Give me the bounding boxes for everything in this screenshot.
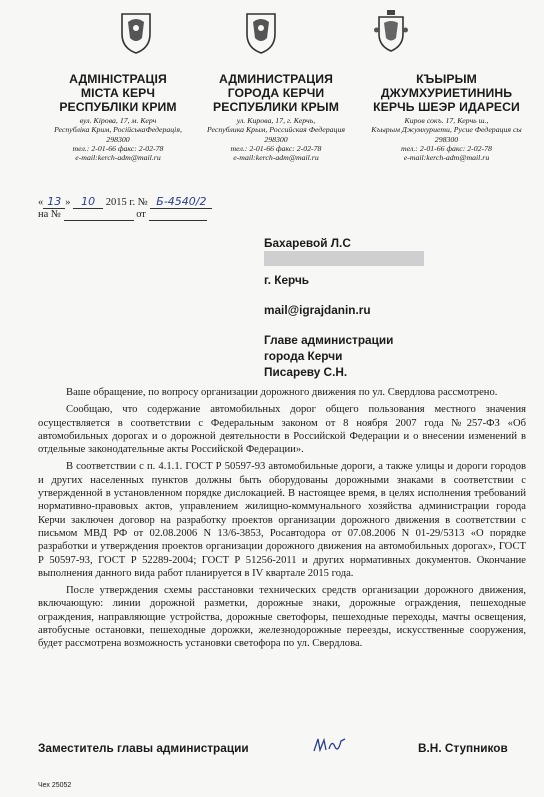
org-address-line: ул. Кирова, 17, г. Керчь, (236, 116, 316, 125)
org-name-line: АДМИНИСТРАЦИЯ (219, 72, 333, 86)
redacted-address (264, 251, 424, 266)
letterhead-russian (196, 72, 356, 163)
incoming-date-blank (149, 209, 207, 221)
addressee-line: Главе администрации (264, 333, 394, 347)
date-day: 13 (43, 195, 65, 209)
org-email: e-mail:kerch-adm@mail.ru (233, 153, 319, 163)
recipient-email: mail@igrajdanin.ru (264, 303, 371, 317)
kerch-coat-of-arms-icon (118, 8, 154, 54)
org-name-line: АДМІНІСТРАЦІЯ (69, 72, 167, 86)
ot-label: от (136, 209, 146, 220)
footer-code: Чех 25052 (38, 782, 72, 789)
letter-number: Б-4540/2 (150, 195, 212, 209)
org-name-line: РЕСПУБЛИКИ КРЫМ (213, 100, 339, 114)
body-paragraph: После утверждения схемы расстановки технических средств организации дорожного движения, включающую: линии дорожной разметки, дорожные знаки, дорожные ограждения, пешеходные ограждения, направляющие устройства, дорожные светофоры, пешеходные переходы, мачты освещения, автобусные остановки, пешеходные дорожки, железнодорожные переезды, искусственные сооружения, будет рассмотрена возможность установки светофора по ул. Свердлова. (38, 585, 526, 650)
org-name-line: ГОРОДА КЕРЧИ (227, 86, 325, 100)
handwritten-signature (312, 735, 348, 755)
body-paragraph: В соответствии с п. 4.1.1. ГОСТ Р 50597-93 автомобильные дороги, а также улицы и дороги городов и других населенных пунктов должны быть оборудованы дорожными знаками в соответствии с утвержденной в установленном порядке дислокацией. В настоящее время, в целях исполнения требований нормативно-правовых актов, управлением жилищно-коммунального хозяйства администрации города Керчи заключен договор на разработку проектов организации дорожного движения в соответствии с письмом МВД РФ от 02.08.2006 N 13/6-3853, Росавтодора от 07.08.2006 N 01-29/5313 «О порядке разработки и утверждения проектов организации дорожного движения на автомобильных дорогах», ГОСТ Р 50597-93, ГОСТ Р 52289-2004; ГОСТ Р 51256-2011 и других нормативных документов. Окончание выполнения данного вида работ планируется в IV квартале 2015 года. (38, 461, 526, 579)
org-email: e-mail:kerch-adm@mail.ru (403, 153, 490, 163)
org-name-line: МІСТА КЕРЧ (80, 86, 156, 100)
org-address-line: вул. Кірова, 17, м. Керч (79, 116, 157, 125)
addressee-line: города Керчи (264, 349, 343, 363)
org-postcode: 298300 (264, 134, 288, 144)
org-phone: тел.: 2-01-66 факс: 2-02-78 (72, 144, 164, 154)
org-postcode: 298300 (106, 134, 130, 144)
org-name-line: ДЖУМХУРИЕТИНИНЬ (380, 86, 513, 100)
org-address-line: Республика Крым, Российская Федерация (207, 125, 345, 135)
date-month: 10 (73, 195, 103, 209)
recipient-city: г. Керчь (264, 273, 310, 287)
org-email: e-mail:kerch-adm@mail.ru (75, 153, 161, 163)
crimea-coat-of-arms-icon (373, 8, 409, 54)
addressee-line: Писареву С.Н. (264, 365, 348, 379)
kerch-coat-of-arms-icon (243, 8, 279, 54)
org-postcode: 298300 (434, 134, 459, 144)
body-paragraph: Сообщаю, что содержание автомобильных дорог общего пользования местного значения осуществляется в соответствии с Федеральным законом от 8 ноября 2007 года №257-ФЗ «Об автомобильных дорогах и о дорожной деятельности в Российской Федерации и о внесении изменений в отдельные законодательные акты Российской Федерации». (38, 404, 526, 456)
org-address-line: Къырым Джумхуриети, Русие Федерация сы (371, 125, 522, 135)
org-phone: тел.: 2-01-66 факс: 2-02-78 (230, 144, 322, 154)
org-address-line: Республіка Крим, РосійськаФедерація, (54, 125, 182, 135)
org-name-line: РЕСПУБЛІКИ КРИМ (59, 100, 177, 114)
letter-body (38, 386, 526, 655)
incoming-reference (38, 209, 207, 221)
body-paragraph: Ваше обращение, по вопросу организации дорожного движения по ул. Свердлова рассмотрено. (66, 387, 498, 398)
org-phone: тел.: 2-01-66 факс: 2-02-78 (401, 144, 492, 154)
org-address-line: Киров сокъ. 17, Керчь ш., (404, 116, 489, 125)
org-name-line: КЪЫРЫМ (416, 72, 477, 86)
letterhead-crimean-tatar (364, 72, 529, 163)
signer-role: Заместитель главы администрации (38, 741, 249, 755)
outgoing-reference: « 13 » 10 2015 г. № Б-4540/2 (38, 195, 212, 209)
signer-name: В.Н. Ступников (418, 741, 508, 755)
incoming-number-blank (64, 209, 134, 221)
recipient-name: Бахаревой Л.С (264, 236, 351, 250)
letterhead-ukrainian (38, 72, 198, 163)
org-name-line: КЕРЧЬ ШЕЭР ИДАРЕСИ (373, 100, 520, 114)
year-number-label: 2015 г. № (105, 197, 148, 208)
na-label: на № (38, 209, 61, 220)
